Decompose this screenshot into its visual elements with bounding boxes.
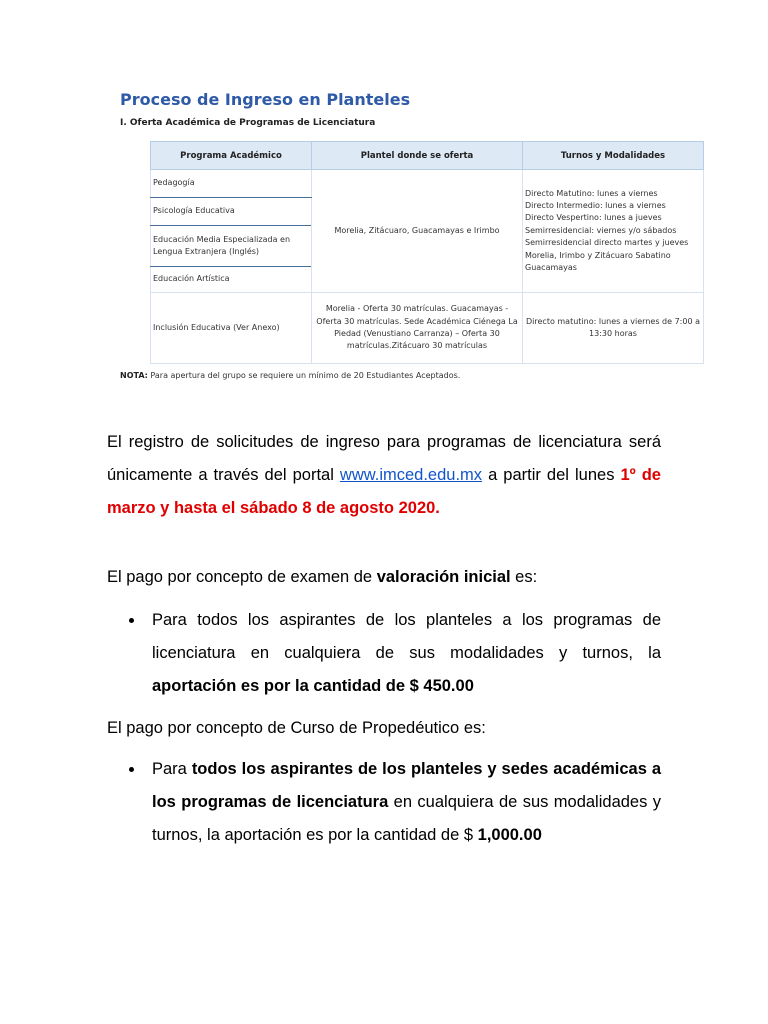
program-cell: Pedagogía <box>151 170 312 198</box>
column-header-turnos: Turnos y Modalidades <box>523 142 704 170</box>
turno-line: Guacamayas <box>525 262 577 272</box>
portal-link[interactable]: www.imced.edu.mx <box>339 466 483 484</box>
column-header-programa: Programa Académico <box>151 142 312 170</box>
program-cell: Educación Media Especializada en Lengua Extranjera (Inglés) <box>151 226 312 267</box>
turno-line: Directo Vespertino: lunes a jueves <box>525 213 662 223</box>
bullet-icon <box>129 767 134 772</box>
bullet-text-2: en cualquiera de sus modalidades y turnos, la aportación es por la cantidad de $ <box>152 793 661 844</box>
registration-text: El registro de solicitudes de ingreso para programas de licenciatura será únicamente a través del portal <box>107 433 661 484</box>
payment-intro-text: El pago por concepto de Curso de Propedéutico es: <box>107 719 486 737</box>
payment-intro-end: es: <box>510 568 538 586</box>
table-row <box>151 170 704 198</box>
registration-dates: 1º de marzo y hasta el sábado 8 de agosto 2020. <box>107 466 661 517</box>
turno-line: Directo Intermedio: lunes a viernes <box>525 201 666 211</box>
bullet-icon <box>129 618 134 623</box>
valoracion-bullet-list <box>107 604 661 703</box>
table-note <box>120 371 460 380</box>
payment-intro-valoracion <box>107 561 661 594</box>
list-item <box>107 753 661 852</box>
program-cell: Psicología Educativa <box>151 198 312 226</box>
section-subtitle: I. Oferta Académica de Programas de Licenciatura <box>120 118 376 128</box>
note-text: Para apertura del grupo se requiere un mínimo de 20 Estudiantes Aceptados. <box>147 371 461 380</box>
turno-line: Semirresidencial directo martes y jueves <box>525 238 689 248</box>
page-title: Proceso de Ingreso en Planteles <box>120 90 411 109</box>
list-item <box>107 604 661 703</box>
bullet-bold: todos los aspirantes de los planteles y sedes académicas a los programas de licenciatura <box>152 760 661 811</box>
payment-intro-text: El pago por concepto de examen de <box>107 568 377 586</box>
turnos-cell: Directo matutino: lunes a viernes de 7:00 a 13:30 horas <box>523 293 704 364</box>
bullet-amount: aportación es por la cantidad de $ 450.00 <box>152 677 474 695</box>
turnos-cell <box>523 170 704 293</box>
note-label: NOTA: <box>120 371 148 380</box>
propedeutico-bullet-list <box>107 753 661 852</box>
payment-intro-propedeutico <box>107 712 661 745</box>
plantel-cell: Morelia - Oferta 30 matrículas. Guacamayas - Oferta 30 matrículas. Sede Académica Ciénega La Piedad (Venustiano Carranza) – Oferta 30 matrículas.Zitácuaro 30 matrículas <box>312 293 523 364</box>
academic-offer-table <box>150 141 704 364</box>
program-cell: Educación Artística <box>151 267 312 293</box>
column-header-plantel: Plantel donde se oferta <box>312 142 523 170</box>
registration-text-2: a partir del lunes <box>482 466 621 484</box>
turno-line: Morelia, Irimbo y Zitácuaro Sabatino <box>525 250 671 260</box>
registration-paragraph <box>107 426 661 525</box>
program-cell: Inclusión Educativa (Ver Anexo) <box>151 293 312 364</box>
turno-line: Semirresidencial: viernes y/o sábados <box>525 225 677 235</box>
plantel-cell: Morelia, Zitácuaro, Guacamayas e Irimbo <box>312 170 523 293</box>
bullet-text: Para <box>152 760 192 778</box>
turno-line: Directo Matutino: lunes a viernes <box>525 188 658 198</box>
table-header-row <box>151 142 704 170</box>
bullet-text: Para todos los aspirantes de los planteles a los programas de licenciatura en cualquiera de sus modalidades y turnos, la <box>152 611 661 662</box>
payment-intro-bold: valoración inicial <box>376 568 511 586</box>
table-row <box>151 293 704 364</box>
bullet-amount: 1,000.00 <box>477 826 542 844</box>
